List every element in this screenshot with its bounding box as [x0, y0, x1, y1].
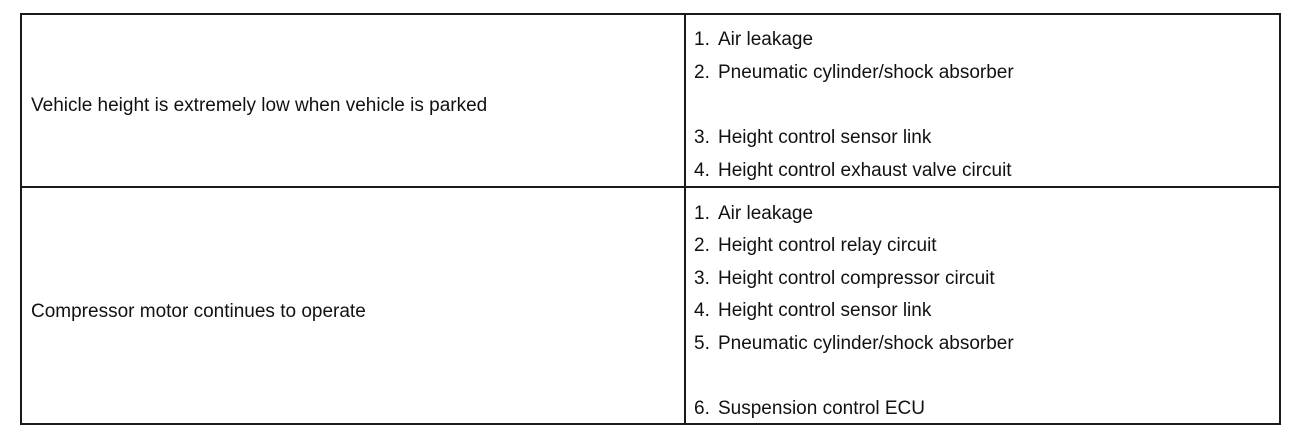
cause-number: 4.: [694, 160, 710, 181]
cause-number: 5.: [694, 333, 710, 354]
cause-number: 3.: [694, 268, 710, 289]
cause-text: Height control compressor circuit: [718, 268, 995, 289]
cause-text: Height control sensor link: [718, 300, 932, 321]
table-row: [22, 188, 1279, 423]
symptom-cell: [22, 15, 686, 186]
cause-number: 6.: [694, 398, 710, 419]
cause-item: [694, 268, 995, 290]
table-row: [22, 15, 1279, 188]
cause-cell: [686, 15, 1279, 186]
cause-item: [694, 62, 1014, 84]
cause-item: [694, 300, 931, 322]
cause-number: 2.: [694, 235, 710, 256]
cause-text: Pneumatic cylinder/shock absorber: [718, 333, 1014, 354]
cause-number: 3.: [694, 127, 710, 148]
cause-item: [694, 160, 1012, 182]
cause-number: 1.: [694, 203, 710, 224]
symptom-text: Compressor motor continues to operate: [31, 301, 366, 322]
cause-item: [694, 29, 813, 51]
cause-text: Air leakage: [718, 203, 814, 224]
cause-item: [694, 333, 1014, 355]
cause-text: Height control relay circuit: [718, 235, 937, 256]
symptom-cell: [22, 188, 686, 423]
cause-number: 4.: [694, 300, 710, 321]
cause-item: [694, 398, 925, 420]
cause-text: Suspension control ECU: [718, 398, 925, 419]
cause-text: Height control sensor link: [718, 127, 932, 148]
cause-text: Height control exhaust valve circuit: [718, 160, 1012, 181]
cause-number: 1.: [694, 29, 710, 50]
cause-text: Pneumatic cylinder/shock absorber: [718, 62, 1014, 83]
cause-item: [694, 235, 937, 257]
troubleshooting-table: [20, 13, 1281, 425]
symptom-text: Vehicle height is extremely low when vehicle is parked: [31, 95, 488, 116]
cause-number: 2.: [694, 62, 710, 83]
cause-item: [694, 127, 931, 149]
cause-text: Air leakage: [718, 29, 814, 50]
cause-item: [694, 203, 813, 225]
cause-cell: [686, 188, 1279, 423]
